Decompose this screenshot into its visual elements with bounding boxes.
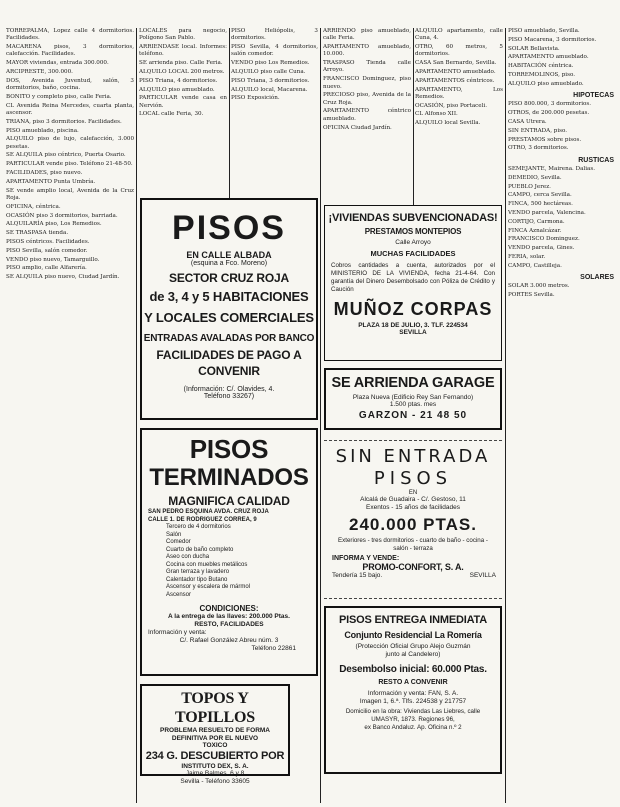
ad-line: C/. Rafael González Abreu núm. 3 [179, 637, 279, 644]
ad-sin-entrada [324, 440, 502, 592]
classified-entry: VENDO piso Los Remedios. [231, 60, 310, 67]
ad-line: Y LOCALES COMERCIALES [144, 310, 314, 325]
column-2 [139, 28, 227, 213]
classified-entry: SIN ENTRADA, piso. [508, 127, 568, 134]
column-rule [505, 28, 506, 803]
dashed-rule [324, 440, 502, 441]
classified-entry: FINCA, 500 hectáreas. [508, 201, 573, 208]
column-1 [6, 28, 134, 803]
classified-entry: OTRO, 3 dormitorios. [508, 145, 569, 152]
classified-entry: SE vende amplio local, Avenida de la Cruz Roja. [6, 187, 134, 201]
classified-entry: OTRO, 60 metros, 5 dormitorios. [415, 44, 503, 58]
classified-entry: APARTAMENTO céntrico amueblado. [323, 108, 411, 122]
section-heading-solares: SOLARES [580, 274, 614, 282]
ad-line: de 3, 4 y 5 HABITACIONES [149, 289, 309, 304]
classified-entry: FACILIDADES, piso nuevo. [6, 170, 83, 177]
ad-subtitle: MAGNIFICA CALIDAD [168, 494, 290, 508]
ad-line: Ascensor y escalera de mármol [166, 584, 251, 590]
ad-title: SE ARRIENDA GARAGE [331, 375, 495, 391]
ad-line: INFORMA Y VENDE: [332, 555, 400, 562]
classified-entry: PISO 800.000, 3 dormitorios. [508, 101, 592, 108]
ad-line: SECTOR CRUZ ROJA [169, 271, 289, 285]
ad-line: junto al Candelero) [385, 651, 441, 658]
classified-entry: PISOS céntricos. Facilidades. [6, 238, 90, 245]
classified-entry: PRESTAMOS sobre pisos. [508, 136, 582, 143]
ad-line: Ascensor [166, 591, 192, 598]
column-rule [320, 28, 321, 803]
classified-entry: ALQUILO local Sevilla. [415, 120, 481, 127]
ad-entrega-inmediata [324, 606, 502, 774]
ad-line: Gran terraza y lavadero [166, 569, 230, 575]
classified-entry: APARTAMENTO amueblado, 10.000. [323, 44, 411, 58]
ad-subtitle: 234 G. DESCUBIERTO POR [145, 749, 285, 762]
ad-line: Exteriores - tres dormitorios - cuarto de baño - cocina - salón - terraza [338, 537, 488, 552]
classified-entry: OFICINA, céntrica. [6, 203, 61, 210]
classified-entry: ALQUILARÍA piso, Los Remedios. [6, 221, 102, 228]
classified-entry: PISO amueblado, piscina. [6, 127, 79, 134]
classified-entry: SE arrienda piso. Calle Feria. [139, 60, 223, 67]
column-5 [415, 28, 503, 203]
classified-entry: SE TRASPASA tienda. [6, 230, 69, 237]
ad-line: (Información: C/. Olavides, 4. [183, 386, 275, 393]
classified-entry: SE ALQUILA piso nuevo, Ciudad Jardín. [6, 274, 120, 281]
classified-entry: PISO Heliópolis, 3 dormitorios. [231, 28, 318, 42]
ad-line: PROMO-CONFORT, S. A. [362, 562, 464, 572]
classified-entry: TRIANA, piso 3 dormitorios. Facilidades. [6, 118, 122, 125]
classified-entry: PARTICULAR vende casa en Nervión. [139, 95, 227, 109]
ad-line: FACILIDADES DE PAGO A [156, 348, 302, 362]
classified-entry: ALQUILO piso calle Cuna. [231, 68, 306, 75]
column-3 [231, 28, 318, 213]
classified-entry: PISO Sevilla, 4 dormitorios, salón comedor. [231, 44, 318, 58]
classified-entry: CASA San Bernardo, Sevilla. [415, 60, 497, 67]
classified-entry: CL Avenida Reina Mercedes, cuarta planta, ascensor. [6, 102, 134, 116]
classified-entry: LOCAL calle Feria, 30. [139, 111, 204, 118]
ad-subtitle: Desembolso inicial: 60.000 Ptas. [339, 664, 487, 675]
classified-entry: PISO amplio, calle Alfarería. [6, 265, 87, 272]
ad-pisos-albada [140, 198, 318, 420]
ad-line: Calle Arroyo [395, 239, 431, 246]
classified-entry: LOCALES para negocio, Polígono San Pablo. [139, 28, 227, 42]
classified-entry: TRASPASO Tienda calle Arroyo. [323, 60, 411, 74]
classified-entry: BONITO y completo piso, calle Feria. [6, 93, 112, 100]
ad-title: PISOS [373, 468, 453, 489]
ad-line: Cocina con muebles metálicos [166, 561, 248, 568]
classified-entry: OCASIÓN, piso Portaceli. [415, 102, 487, 109]
classified-entry: ALQUILO piso de lujo, calefacción, 3.000 pesetas. [6, 136, 134, 150]
ad-line: Salón [166, 531, 182, 538]
ad-title: PISOS [189, 434, 269, 464]
ad-arrienda-garage [324, 368, 502, 430]
ad-line [324, 572, 502, 579]
classified-entry: OFICINA Ciudad Jardín. [323, 124, 392, 131]
ad-line: INSTITUTO DEX, S. A. [181, 762, 249, 770]
ad-line: PROBLEMA RESUELTO DE FORMA [159, 727, 271, 734]
classified-entry: DOS, Avenida Juventud, salón, 3 dormitorios, baño, cocina. [6, 77, 134, 92]
ad-line: CALLE 1. DE RODRIGUEZ CORREA, 9 [148, 516, 257, 523]
classified-entry: ARRIENDO piso amueblado, calle Feria. [323, 28, 411, 42]
ad-line: (esquina a Fco. Moreno) [190, 260, 268, 267]
ad-line: A la entrega de las llaves: 200.000 Ptas. [168, 613, 290, 620]
classified-entry: VENDO piso nuevo, Tamarguillo. [6, 256, 100, 263]
classified-entry: FRANCISCO Dominguez. [508, 236, 580, 243]
classified-entry: PARTICULAR vende piso. Teléfono 21-48-50. [6, 161, 133, 168]
classified-entry: FERIA, solar. [508, 253, 546, 260]
ad-line: Aseo con ducha [166, 554, 210, 560]
classified-entry: VENDO parcela, Valencina. [508, 209, 586, 216]
ad-line: RESTO A CONVENIR [378, 679, 448, 686]
ad-line: Plaza Nueva (Edificio Rey San Fernando) [352, 394, 474, 401]
ad-line: Domicilio en la obra: Viviendas Las Liebres, calle UMASYR, 1873. Regiones 96, [345, 708, 481, 723]
ad-line: ENTRADAS AVALADAS POR BANCO [143, 333, 315, 344]
ad-line: Cuarto de baño completo [166, 546, 234, 553]
column-6 [508, 28, 614, 803]
classified-entry: PISO Exposición. [231, 95, 280, 102]
classified-entry: CASA Utrera. [508, 118, 547, 125]
ad-line: Imagen 1, 6.ª. Tlfs. 224538 y 217757 [359, 698, 467, 705]
ad-title: TERMINADOS [149, 464, 309, 491]
ad-line: Información y venta: [148, 629, 207, 636]
classified-entry: TORREMOLINOS, piso. [508, 71, 576, 78]
ad-line: EN [408, 490, 418, 496]
ad-title: ¡VIVIENDAS SUBVENCIONADAS! [328, 212, 498, 224]
ad-line: RESTO, FACILIDADES [194, 621, 264, 628]
classified-entry: ARCIPRESTE, 300.000. [6, 68, 73, 75]
ad-line: Alcalá de Guadaira - C/. Gestoso, 11 [360, 496, 466, 503]
classified-entry: APARTAMENTO Punta Umbría. [6, 178, 96, 185]
classified-entry: PUEBLO Jerez. [508, 183, 551, 190]
ad-address: Tendería 15 bajo. [332, 572, 383, 579]
ad-line: PLAZA 18 DE JULIO, 3. TLF. 224534 [358, 322, 468, 329]
classified-entry: SOLAR Bellavista. [508, 45, 560, 52]
ad-line: ex Banco Andaluz. Ap. Oficina n.º 2 [364, 724, 462, 731]
ad-line: Tercero de 4 dormitorios [166, 524, 231, 530]
ad-title: PISOS [172, 209, 286, 247]
classified-entry: CAMPO, Castilleja. [508, 262, 562, 269]
ad-title: PISOS ENTREGA INMEDIATA [339, 614, 487, 626]
column-4 [323, 28, 411, 203]
classified-entry: APARTAMENTO amueblado. [508, 54, 589, 61]
ad-line: CONVENIR [198, 364, 260, 378]
ad-line: SEVILLA [399, 329, 427, 336]
classified-entry: OCASIÓN piso 3 dormitorios, barriada. [6, 212, 118, 219]
classified-entry: MACARENA pisos, 3 dormitorios, calefacción. Facilidades. [6, 44, 134, 58]
classified-entry: SEMEJANTE, Mairena. Dalias. [508, 165, 595, 172]
classified-entry: PISO Triana, 4 dormitorios. [139, 77, 218, 84]
classified-entry: PISO Triana, 3 dormitorios. [231, 77, 310, 84]
ad-pisos-terminados [140, 428, 318, 676]
classified-entry: ALQUILO piso amueblado. [139, 86, 215, 93]
classified-entry: FRANCISCO Dominguez, piso nuevo. [323, 76, 411, 90]
classified-entry: HABITACIÓN céntrica. [508, 63, 574, 70]
ad-line: EN CALLE ALBADA [186, 250, 272, 260]
classified-entry: ALQUILO piso amueblado. [508, 80, 584, 87]
ad-title: SIN ENTRADA [335, 446, 491, 467]
classified-entry: SOLAR 3.000 metros. [508, 283, 570, 290]
classified-entry: MAYOR viviendas, entrada 300.000. [6, 60, 109, 67]
ad-line: MUCHAS FACILIDADES [370, 249, 456, 258]
ad-line: GARZON - 21 48 50 [358, 410, 468, 421]
ad-line: Teléfono 33267) [203, 393, 255, 400]
ad-price: 240.000 PTAS. [349, 515, 477, 534]
classified-entry: APARTAMENTO, Los Remedios. [415, 86, 503, 100]
classified-entry: PORTES Sevilla. [508, 292, 555, 299]
ad-line: Sevilla - Teléfono 33605 [180, 777, 250, 785]
ad-line: Calentador tipo Butano [166, 576, 228, 583]
classified-entry: PISO Macarena, 3 dormitorios. [508, 36, 597, 43]
classified-entry: CORTIJO, Carmona. [508, 218, 565, 225]
classified-entry: PISO Sevilla, salón comedor. [6, 247, 88, 254]
ad-line: SAN PEDRO ESQUINA AVDA. CRUZ ROJA [148, 509, 269, 515]
section-heading-rusticas: RUSTICAS [578, 156, 614, 164]
ad-line: Teléfono 22861 [251, 645, 296, 652]
classified-entry: PISO amueblado, Sevilla. [508, 28, 580, 34]
ad-viviendas-subvencionadas [324, 205, 502, 361]
classified-entry: APARTAMENTOS céntricos. [415, 77, 495, 84]
ad-city: SEVILLA [469, 572, 496, 579]
classified-entry: SE ALQUILA piso céntrico, Puerta Osario. [6, 152, 126, 159]
classified-entry: OTROS, de 200.000 pesetas. [508, 110, 590, 117]
classified-entry: ALQUILO apartamento, calle Cuna, 4. [415, 28, 503, 42]
ad-title: TOPOS Y TOPILLOS [175, 690, 255, 726]
ad-line: Jaime Balmes, 6 y 8 [185, 770, 245, 777]
classified-entry: TORREPALMA, Lopez calle 4 dormitorios. Facilidades. [6, 28, 134, 42]
ad-line: 1.500 ptas. mes [389, 401, 437, 408]
classified-entry: CAMPO, cerca Sevilla. [508, 192, 572, 199]
classified-entry: ALQUILO local, Macarena. [231, 86, 308, 93]
ad-line: DEFINITIVA POR EL NUEVO [171, 734, 259, 742]
ad-line: Información y venta: FAN, S. A. [367, 690, 459, 697]
dashed-rule [324, 598, 502, 599]
ad-title: MUÑOZ CORPAS [333, 299, 493, 319]
ad-conditions-heading: CONDICIONES: [199, 604, 259, 613]
ad-subtitle: PRESTAMOS MONTEPIOS [364, 227, 462, 236]
column-rule [413, 28, 414, 228]
ad-topos-topillos [140, 684, 290, 785]
classified-entry: FINCA Aznalcázar. [508, 227, 562, 234]
ad-subtitle: Conjunto Residencial La Romería [344, 630, 482, 640]
section-heading-hipotecas: HIPOTECAS [573, 92, 614, 100]
classified-entry: PRECIOSO piso, Avenida de la Cruz Roja. [323, 92, 411, 106]
classified-entry: VENDO parcela, Gines. [508, 245, 575, 252]
ad-line: Cobros cantidades a cuenta, autorizados por el MINISTERIO DE LA VIVIENDA, fecha 21-4-64. Con garantía del Dinero Desembolsado con Póliza de Crédito y Caución [331, 262, 495, 293]
classified-entry: ALQUILO LOCAL 200 metros. [139, 68, 225, 75]
ad-line: TOXICO [202, 742, 228, 749]
ad-line: Comedor [166, 539, 191, 545]
ad-line: Exentos - 15 años de facilidades [366, 504, 460, 511]
column-rule [136, 28, 137, 803]
ad-line: (Protección Oficial Grupo Alejo Guzmán [355, 643, 471, 650]
classified-entry: ARRIENDASE local. Informes: teléfono. [139, 44, 227, 58]
classified-entry: APARTAMENTO amueblado. [415, 68, 496, 75]
classified-entry: DEMEDIO, Sevilla. [508, 174, 562, 181]
classified-entry: CL Alfonso XII. [415, 111, 458, 118]
